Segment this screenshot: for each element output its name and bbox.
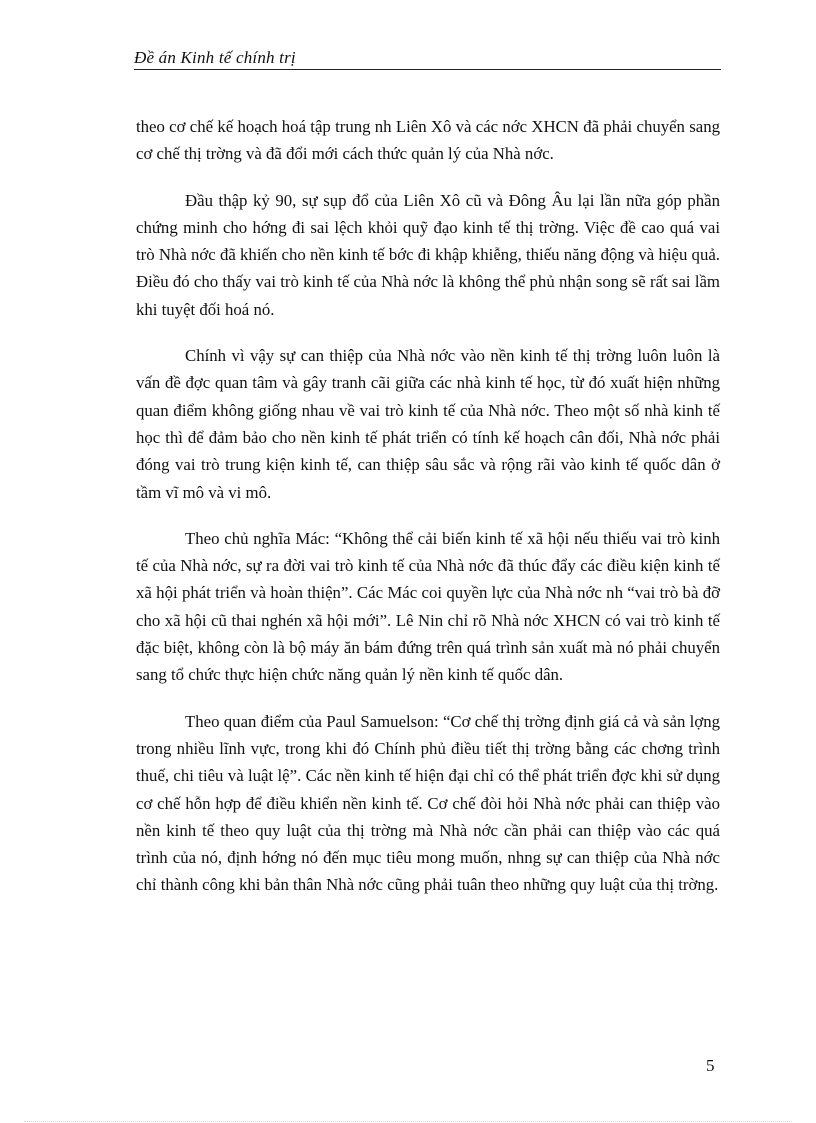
paragraph-2: Đầu thập kỷ 90, sự sụp đổ của Liên Xô cũ và Đông Âu lại lần nữa góp phần chứng minh cho hớng đi sai lệch khỏi quỹ đạo kinh tế thị trờng. Việc đề cao quá vai trò Nhà nớc đã khiến cho nền kinh tế bớc đi khập khiễng, thiếu năng động và hiệu quả. Điều đó cho thấy vai trò kinh tế của Nhà nớc là không thể phủ nhận song sẽ rất sai lầm khi tuyệt đối hoá nó. [136,190,720,319]
page-bottom-divider [24,1121,792,1122]
paragraph-3: Chính vì vậy sự can thiệp của Nhà nớc vào nền kinh tế thị trờng luôn luôn là vấn đề đợc quan tâm và gây tranh cãi giữa các nhà kinh tế học, từ đó xuất hiện những quan điểm không giống nhau về vai trò kinh tế của Nhà nớc. Theo một số nhà kinh tế học thì để đảm bảo cho nền kinh tế phát triển có tính kế hoạch cân đối, Nhà nớc phải đóng vai trò trung kiện kinh tế, can thiệp sâu sắc và rộng rãi vào kinh tế quốc dân ở tầm vĩ mô và vi mô. [136,346,720,502]
paragraph-4: Theo chủ nghĩa Mác: “Không thể cải biến kinh tế xã hội nếu thiếu vai trò kinh tế của Nhà nớc, sự ra đời vai trò kinh tế của Nhà nớc đã thúc đẩy các điều kiện kinh tế xã hội phát triển và hoàn thiện”. Các Mác coi quyền lực của Nhà nớc nh “vai trò bà đỡ cho xã hội cũ thai nghén xã hội mới”. Lê Nin chỉ rõ Nhà nớc XHCN có vai trò kinh tế đặc biệt, không còn là bộ máy ăn bám đứng trên quá trình sản xuất mà nó phải chuyển sang tổ chức thực hiện chức năng quản lý nền kinh tế quốc dân. [136,528,720,685]
page-header [134,48,721,70]
paragraph-1: theo cơ chế kế hoạch hoá tập trung nh Liên Xô và các nớc XHCN đã phải chuyển sang cơ chế thị trờng và đã đổi mới cách thức quản lý của Nhà nớc. [136,117,720,164]
paragraph-5: Theo quan điểm của Paul Samuelson: “Cơ chế thị trờng định giá cả và sản lợng trong nhiều lĩnh vực, trong khi đó Chính phủ điều tiết thị trờng bằng các chơng trình thuế, chi tiêu và luật lệ”. Các nền kinh tế hiện đại chỉ có thể phát triển đợc khi sử dụng cơ chế hỗn hợp để điều khiển nền kinh tế. Cơ chế đòi hỏi Nhà nớc phải can thiệp vào nền kinh tế theo quy luật của thị trờng mà Nhà nớc cần phải can thiệp vào các quá trình của nó, định hớng nó đến mục tiêu mong muốn, nhng sự can thiệp của Nhà nớc chỉ thành công khi bản thân Nhà nớc cũng phải tuân theo những quy luật của thị trờng. [136,711,720,895]
page-number: 5 [706,1056,715,1075]
document-body [136,113,720,918]
document-title: Đề án Kinh tế chính trị [134,48,296,67]
